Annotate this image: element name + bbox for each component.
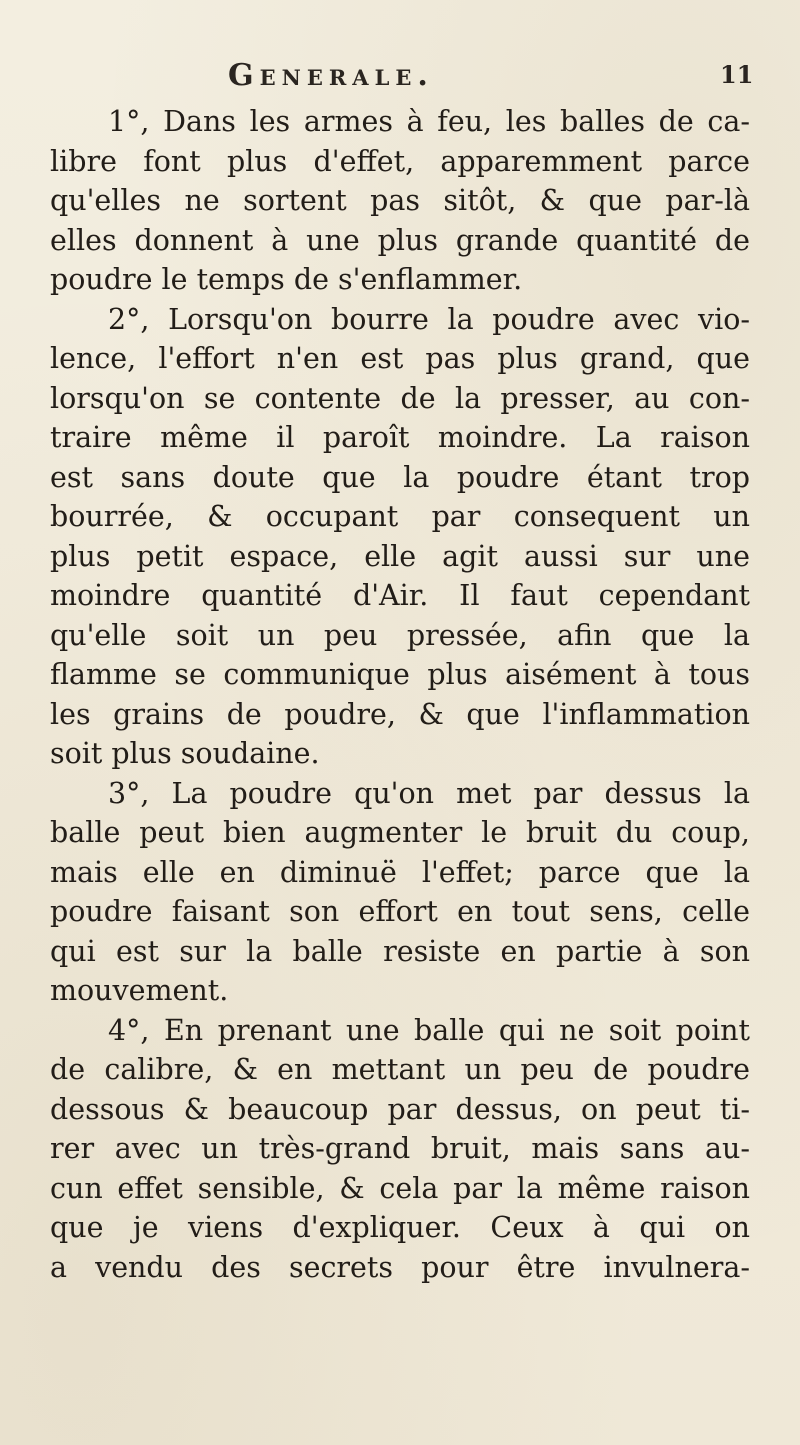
text-line: moindre quantité d'Air. Il faut cependant [50,579,750,612]
text-line: flamme se communique plus aisément à tous [50,658,750,691]
running-head: Generale. [228,58,434,93]
text-line: traire même il paroît moindre. La raison [50,421,750,454]
text-line: bourrée, & occupant par consequent un [50,500,750,533]
text-line: libre font plus d'effet, apparemment parce [50,144,750,178]
text-line: plus petit espace, elle agit aussi sur une [50,539,750,573]
text-line: elles donnent à une plus grande quantité de [50,223,750,257]
text-line: 3°, La poudre qu'on met par dessus la [108,776,750,810]
text-line: les grains de poudre, & que l'inflammation [50,697,750,731]
text-line: que je viens d'expliquer. Ceux à qui on [50,1211,750,1244]
text-line: qu'elles ne sortent pas sitôt, & que par-là [50,184,750,217]
text-line: lence, l'effort n'en est pas plus grand, que [50,342,750,375]
text-line: cun effet sensible, & cela par la même raison [50,1171,750,1205]
text-line: lorsqu'on se contente de la presser, au con- [50,381,750,415]
text-line: dessous & beaucoup par dessus, on peut ti- [50,1092,750,1126]
page-number: 11 [720,60,754,89]
text-line: rer avec un très-grand bruit, mais sans au- [50,1132,750,1165]
text-line: est sans doute que la poudre étant trop [50,460,750,494]
body-text [50,102,750,1287]
page-header [0,58,800,98]
text-line: balle peut bien augmenter le bruit du coup, [50,816,750,849]
text-line: qu'elle soit un peu pressée, afin que la [50,618,750,652]
text-line: 1°, Dans les armes à feu, les balles de ca- [108,105,750,138]
text-line: mouvement. [50,974,229,1007]
text-line: poudre le temps de s'enflammer. [50,263,523,296]
text-line: a vendu des secrets pour être invulnera- [50,1250,750,1284]
text-line: de calibre, & en mettant un peu de poudre [50,1053,750,1086]
text-line: mais elle en diminuë l'effet; parce que la [50,855,750,889]
text-line: 4°, En prenant une balle qui ne soit point [108,1013,750,1047]
text-line: soit plus soudaine. [50,737,320,770]
text-line: poudre faisant son effort en tout sens, celle [50,895,750,928]
text-line: 2°, Lorsqu'on bourre la poudre avec vio- [108,302,750,336]
text-line: qui est sur la balle resiste en partie à son [50,934,750,968]
